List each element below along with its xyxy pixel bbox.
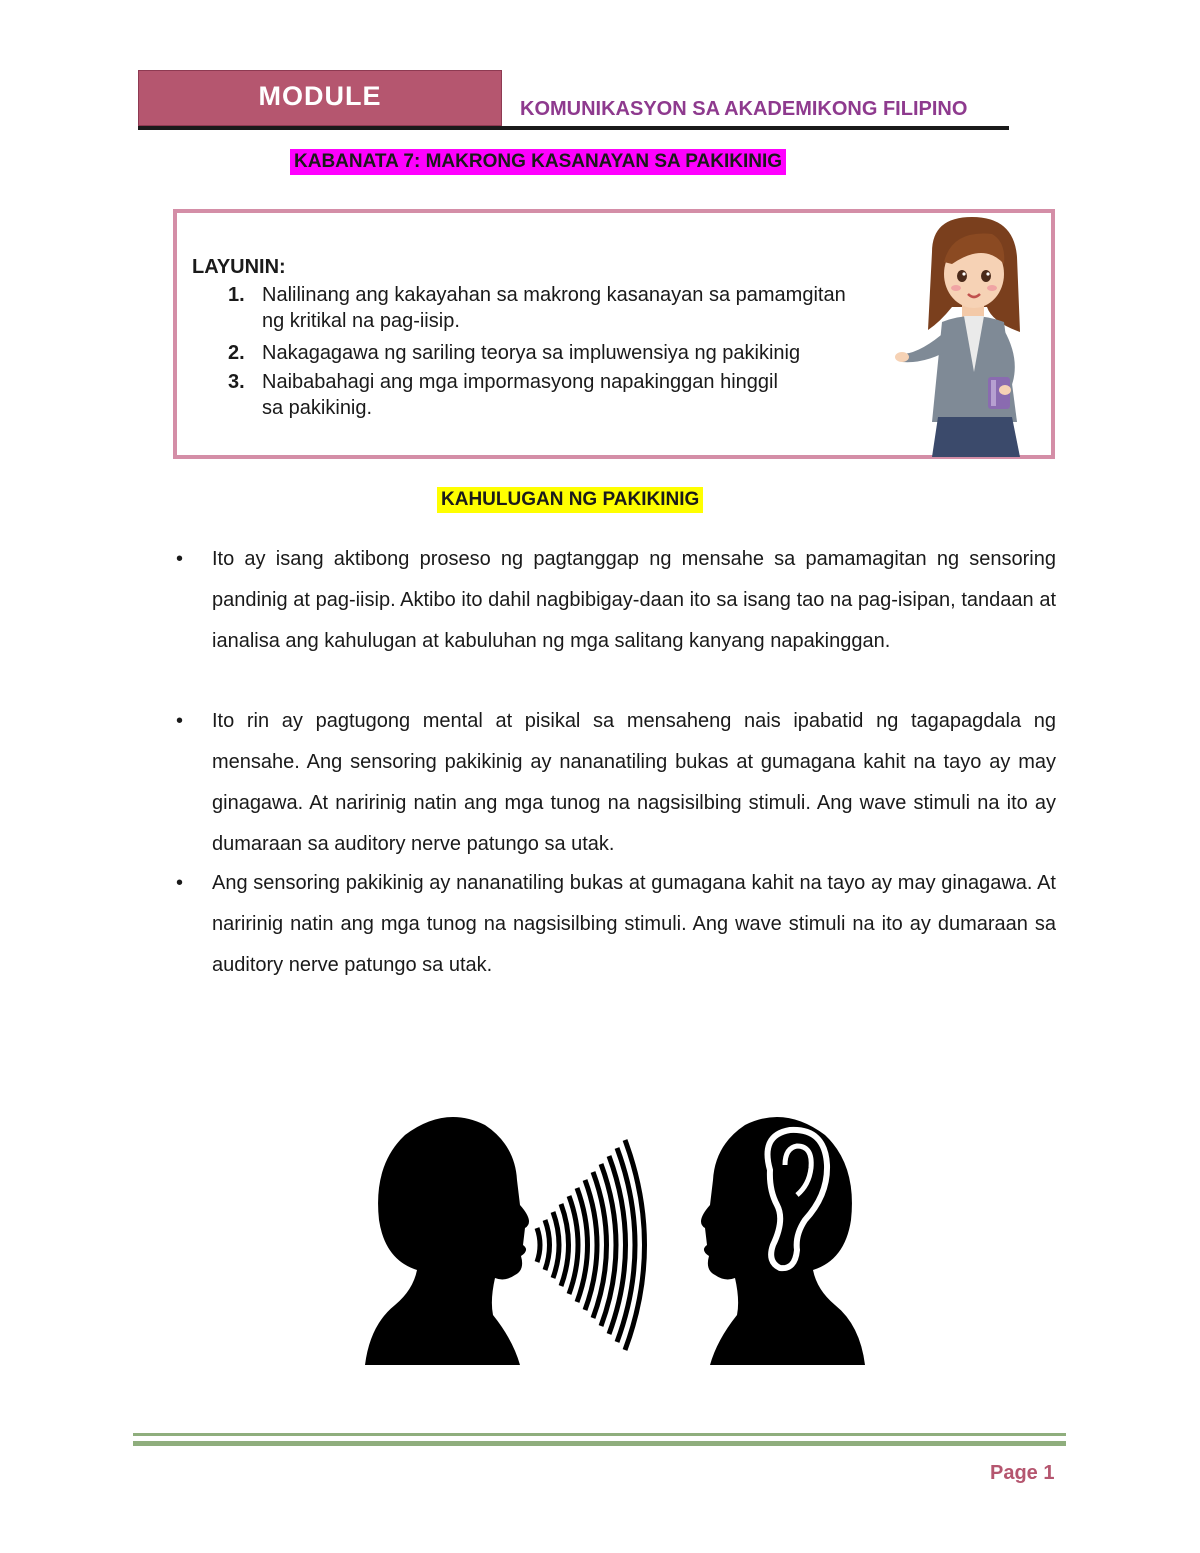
objective-line: ng kritikal na pag-iisip. [262, 310, 460, 332]
objective-line: sa pakikinig. [262, 397, 373, 419]
objective-number: 3. [228, 371, 245, 393]
bullet-text: Ito rin ay pagtugong mental at pisikal sa mensaheng nais ipabatid ng tagapagdala ng mensahe. Ang sensoring pakikinig ay nananatiling bukas at gumagana kahit na tayo ay may ginagawa. At naririnig natin ang mga tunog na nagsisilbing stimuli. Ang wave stimuli na ito ay dumaraan sa auditory nerve patungo sa utak. [212, 710, 1056, 855]
objective-item-2 [228, 340, 800, 366]
subject-title: KOMUNIKASYON SA AKADEMIKONG FILIPINO [520, 98, 968, 120]
bullet-text: Ang sensoring pakikinig ay nananatiling bukas at gumagana kahit na tayo ay may ginagawa. At naririnig natin ang mga tunog na nagsisilbing stimuli. Ang wave stimuli na ito ay dumaraan sa auditory nerve patungo sa utak. [212, 872, 1056, 976]
header-divider [138, 126, 1009, 130]
teacher-illustration [892, 212, 1052, 457]
bullet-item-3 [176, 863, 1056, 986]
listening-illustration [365, 1110, 865, 1365]
objective-number: 2. [228, 342, 245, 364]
objective-item-1 [228, 282, 846, 334]
section-title: KAHULUGAN NG PAKIKINIG [437, 487, 703, 513]
footer-rule-thick [133, 1441, 1066, 1446]
module-label-box [138, 70, 502, 126]
objective-line: Nakagagawa ng sariling teorya sa impluwensiya ng pakikinig [262, 342, 801, 364]
objectives-heading: LAYUNIN: [192, 256, 286, 278]
module-label: MODULE [258, 81, 382, 111]
footer-rule-thin [133, 1433, 1066, 1436]
bullet-item-1 [176, 539, 1056, 662]
bullet-symbol: • [176, 548, 184, 570]
objective-line: Naibabahagi ang mga impormasyong napakinggan hinggil [262, 371, 778, 393]
page-number: Page 1 [990, 1462, 1055, 1484]
objective-line: Nalilinang ang kakayahan sa makrong kasanayan sa pamamgitan [262, 284, 846, 306]
bullet-item-2 [176, 701, 1056, 865]
chapter-title: KABANATA 7: MAKRONG KASANAYAN SA PAKIKINIG [290, 149, 786, 175]
objective-number: 1. [228, 284, 245, 306]
bullet-text: Ito ay isang aktibong proseso ng pagtanggap ng mensahe sa pamamagitan ng sensoring pandinig at pag-iisip. Aktibo ito dahil nagbibigay-daan ito sa isang tao na pag-isipan, tandaan at ianalisa ang kahulugan at kabuluhan ng mga salitang kanyang napakinggan. [212, 548, 1056, 652]
objective-item-3 [228, 369, 778, 421]
bullet-symbol: • [176, 710, 184, 732]
bullet-symbol: • [176, 872, 184, 894]
